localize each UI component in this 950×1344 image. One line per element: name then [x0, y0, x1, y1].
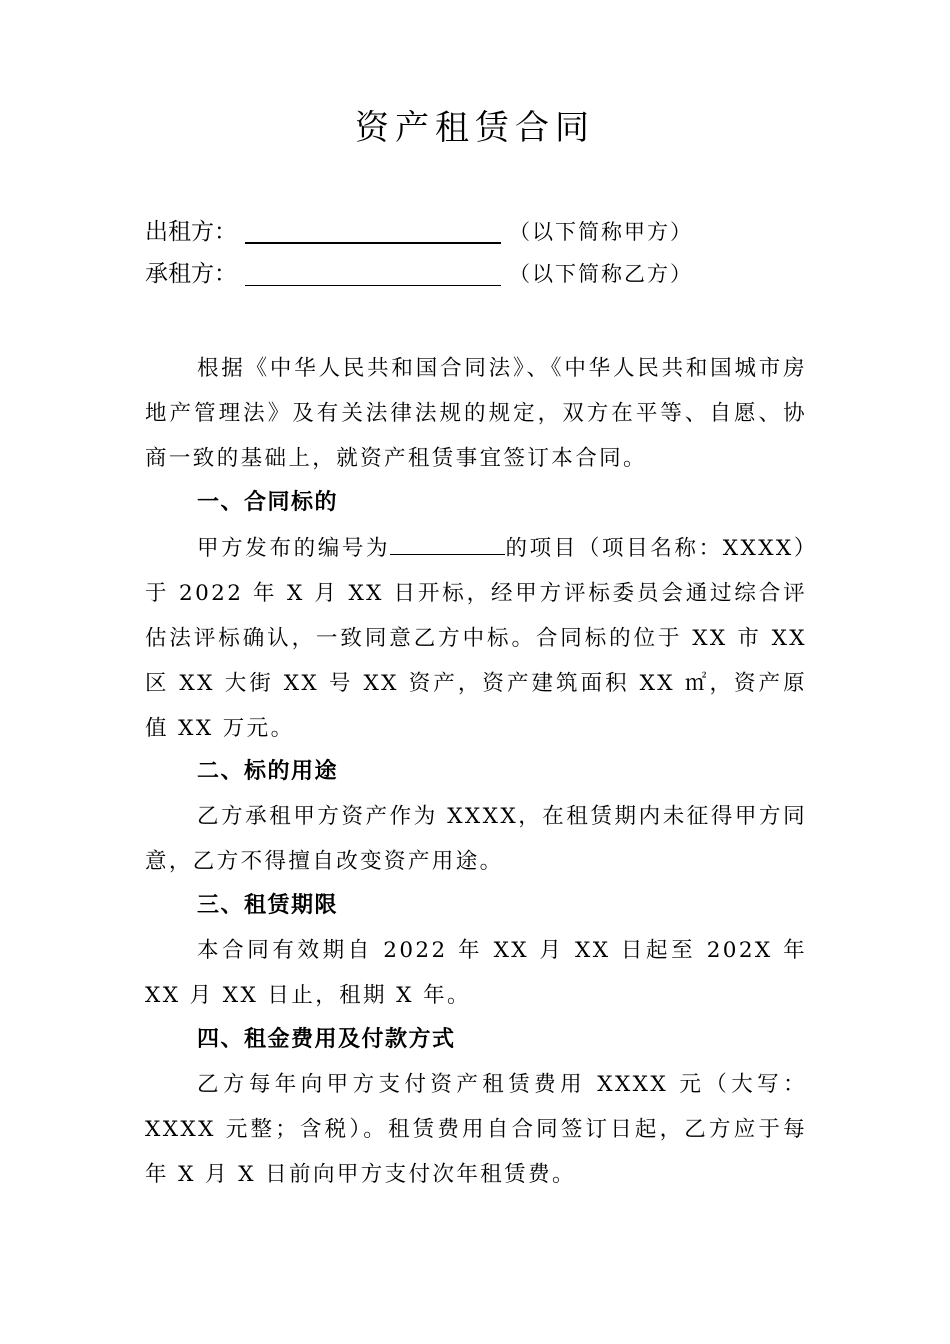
lessor-name-blank[interactable] [245, 242, 501, 244]
intro-paragraph: 根据《中华人民共和国合同法》、《中华人民共和国城市房地产管理法》及有关法律法规的规定，双方在平等、自愿、协商一致的基础上，就资产租赁事宜签订本合同。 [145, 356, 807, 471]
section-text-rent: 乙方每年向甲方支付资产租赁费用 XXXX 元（大写：XXXX 元整；含税）。租赁费用自合同签订日起，乙方应于每年 X 月 X 日前向甲方支付次年租赁费。 [145, 1072, 807, 1187]
lessee-name-blank[interactable] [245, 285, 501, 286]
project-number-blank[interactable] [390, 530, 505, 555]
lessor-row [145, 212, 693, 246]
lessor-note: （以下简称甲方） [509, 220, 693, 244]
section-heading-rent: 四、租金费用及付款方式 [197, 1027, 456, 1052]
subject-text-before: 甲方发布的编号为 [197, 536, 391, 561]
section-heading-subject: 一、合同标的 [197, 490, 339, 515]
lessor-label: 出租方： [145, 219, 237, 245]
section-text-term: 本合同有效期自 2022 年 XX 月 XX 日起至 202X 年 XX 月 XX 日止，租期 X 年。 [145, 938, 807, 1008]
lessee-note: （以下简称乙方） [509, 262, 693, 286]
section-heading-term: 三、租赁期限 [197, 893, 339, 918]
lessee-label: 承租方： [145, 261, 237, 287]
section-text-purpose: 乙方承租甲方资产作为 XXXX，在租赁期内未征得甲方同意，乙方不得擅自改变资产用途。 [145, 804, 807, 874]
section-text-subject [145, 526, 807, 751]
section-heading-purpose: 二、标的用途 [197, 759, 339, 784]
document-title: 资产租赁合同 [355, 108, 595, 148]
subject-text-after: 的项目（项目名称：XXXX）于 2022 年 X 月 XX 日开标，经甲方评标委员会通过综合评估法评标确认，一致同意乙方中标。合同标的位于 XX 市 XX 区 XX 大街 XX 号 XX 资产，资产建筑面积 XX ㎡，资产原值 XX 万元。 [145, 536, 808, 741]
lessee-row [145, 254, 693, 288]
